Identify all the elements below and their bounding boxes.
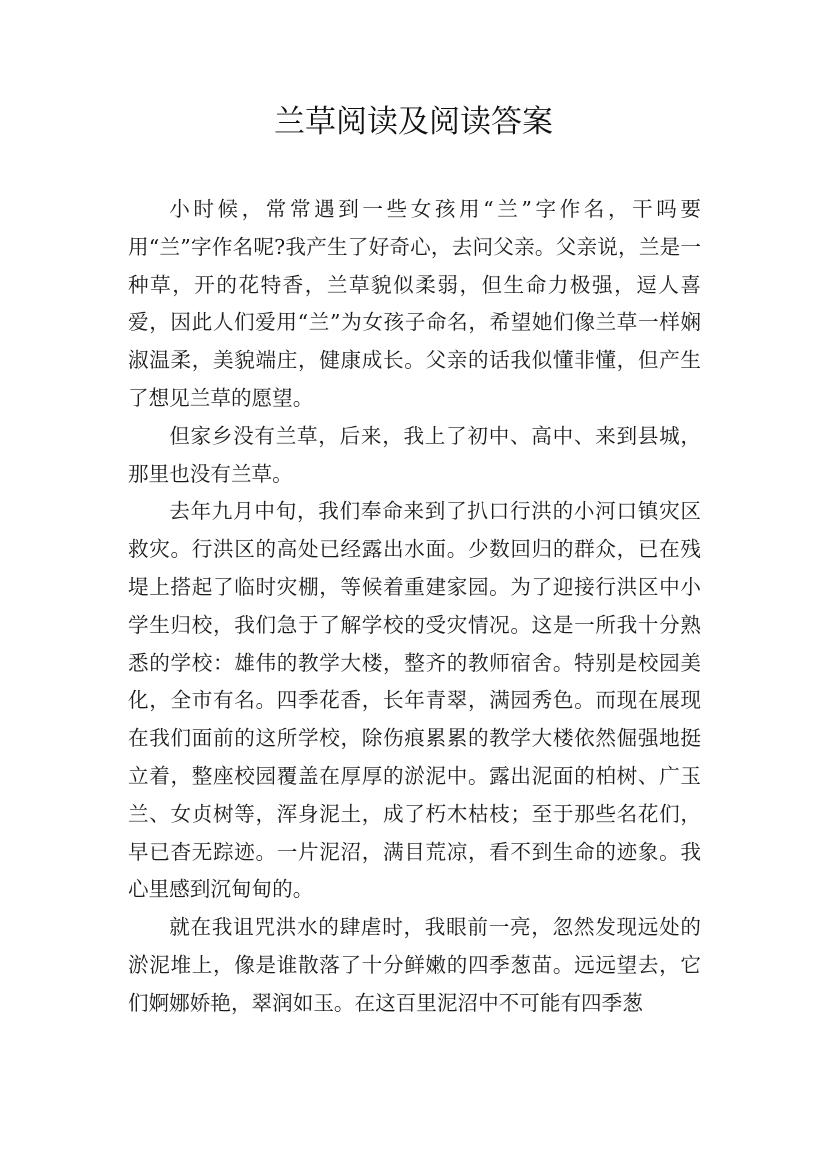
paragraph: 去年九月中旬，我们奉命来到了扒口行洪的小河口镇灾区救灾。行洪区的高处已经露出水面。少数回归的群众，已在残堤上搭起了临时灾棚，等候着重建家园。为了迎接行洪区中小学生归校，我们急于了解学校的受灾情况。这是一所我十分熟悉的学校：雄伟的教学大楼，整齐的教师宿舍。特别是校园美化，全市有名。四季花香，长年青翠，满园秀色。而现在展现在我们面前的这所学校，除伤痕累累的教学大楼依然倔强地挺立着，整座校园覆盖在厚厚的淤泥中。露出泥面的柏树、广玉兰、女贞树等，浑身泥土，成了朽木枯枝；至于那些名花们，早已杳无踪迹。一片泥沼，满目荒凉，看不到生命的迹象。我心里感到沉甸甸的。 <box>128 499 701 902</box>
paragraph: 就在我诅咒洪水的肆虐时，我眼前一亮，忽然发现远处的淤泥堆上，像是谁散落了十分鲜嫩的四季葱苗。远远望去，它们婀娜娇艳，翠润如玉。在这百里泥沼中不可能有四季葱 <box>128 915 701 1015</box>
document-body <box>128 191 701 1023</box>
paragraph: 但家乡没有兰草，后来，我上了初中、高中、来到县城，那里也没有兰草。 <box>128 423 701 486</box>
document-title: 兰草阅读及阅读答案 <box>274 104 553 140</box>
paragraph: 小时候，常常遇到一些女孩用“兰”字作名，干吗要用“兰”字作名呢?我产生了好奇心，去问父亲。父亲说，兰是一种草，开的花特香，兰草貌似柔弱，但生命力极强，逗人喜爱，因此人们爱用“兰”为女孩子命名，希望她们像兰草一样娴淑温柔，美貌端庄，健康成长。父亲的话我似懂非懂，但产生了想见兰草的愿望。 <box>128 197 701 410</box>
